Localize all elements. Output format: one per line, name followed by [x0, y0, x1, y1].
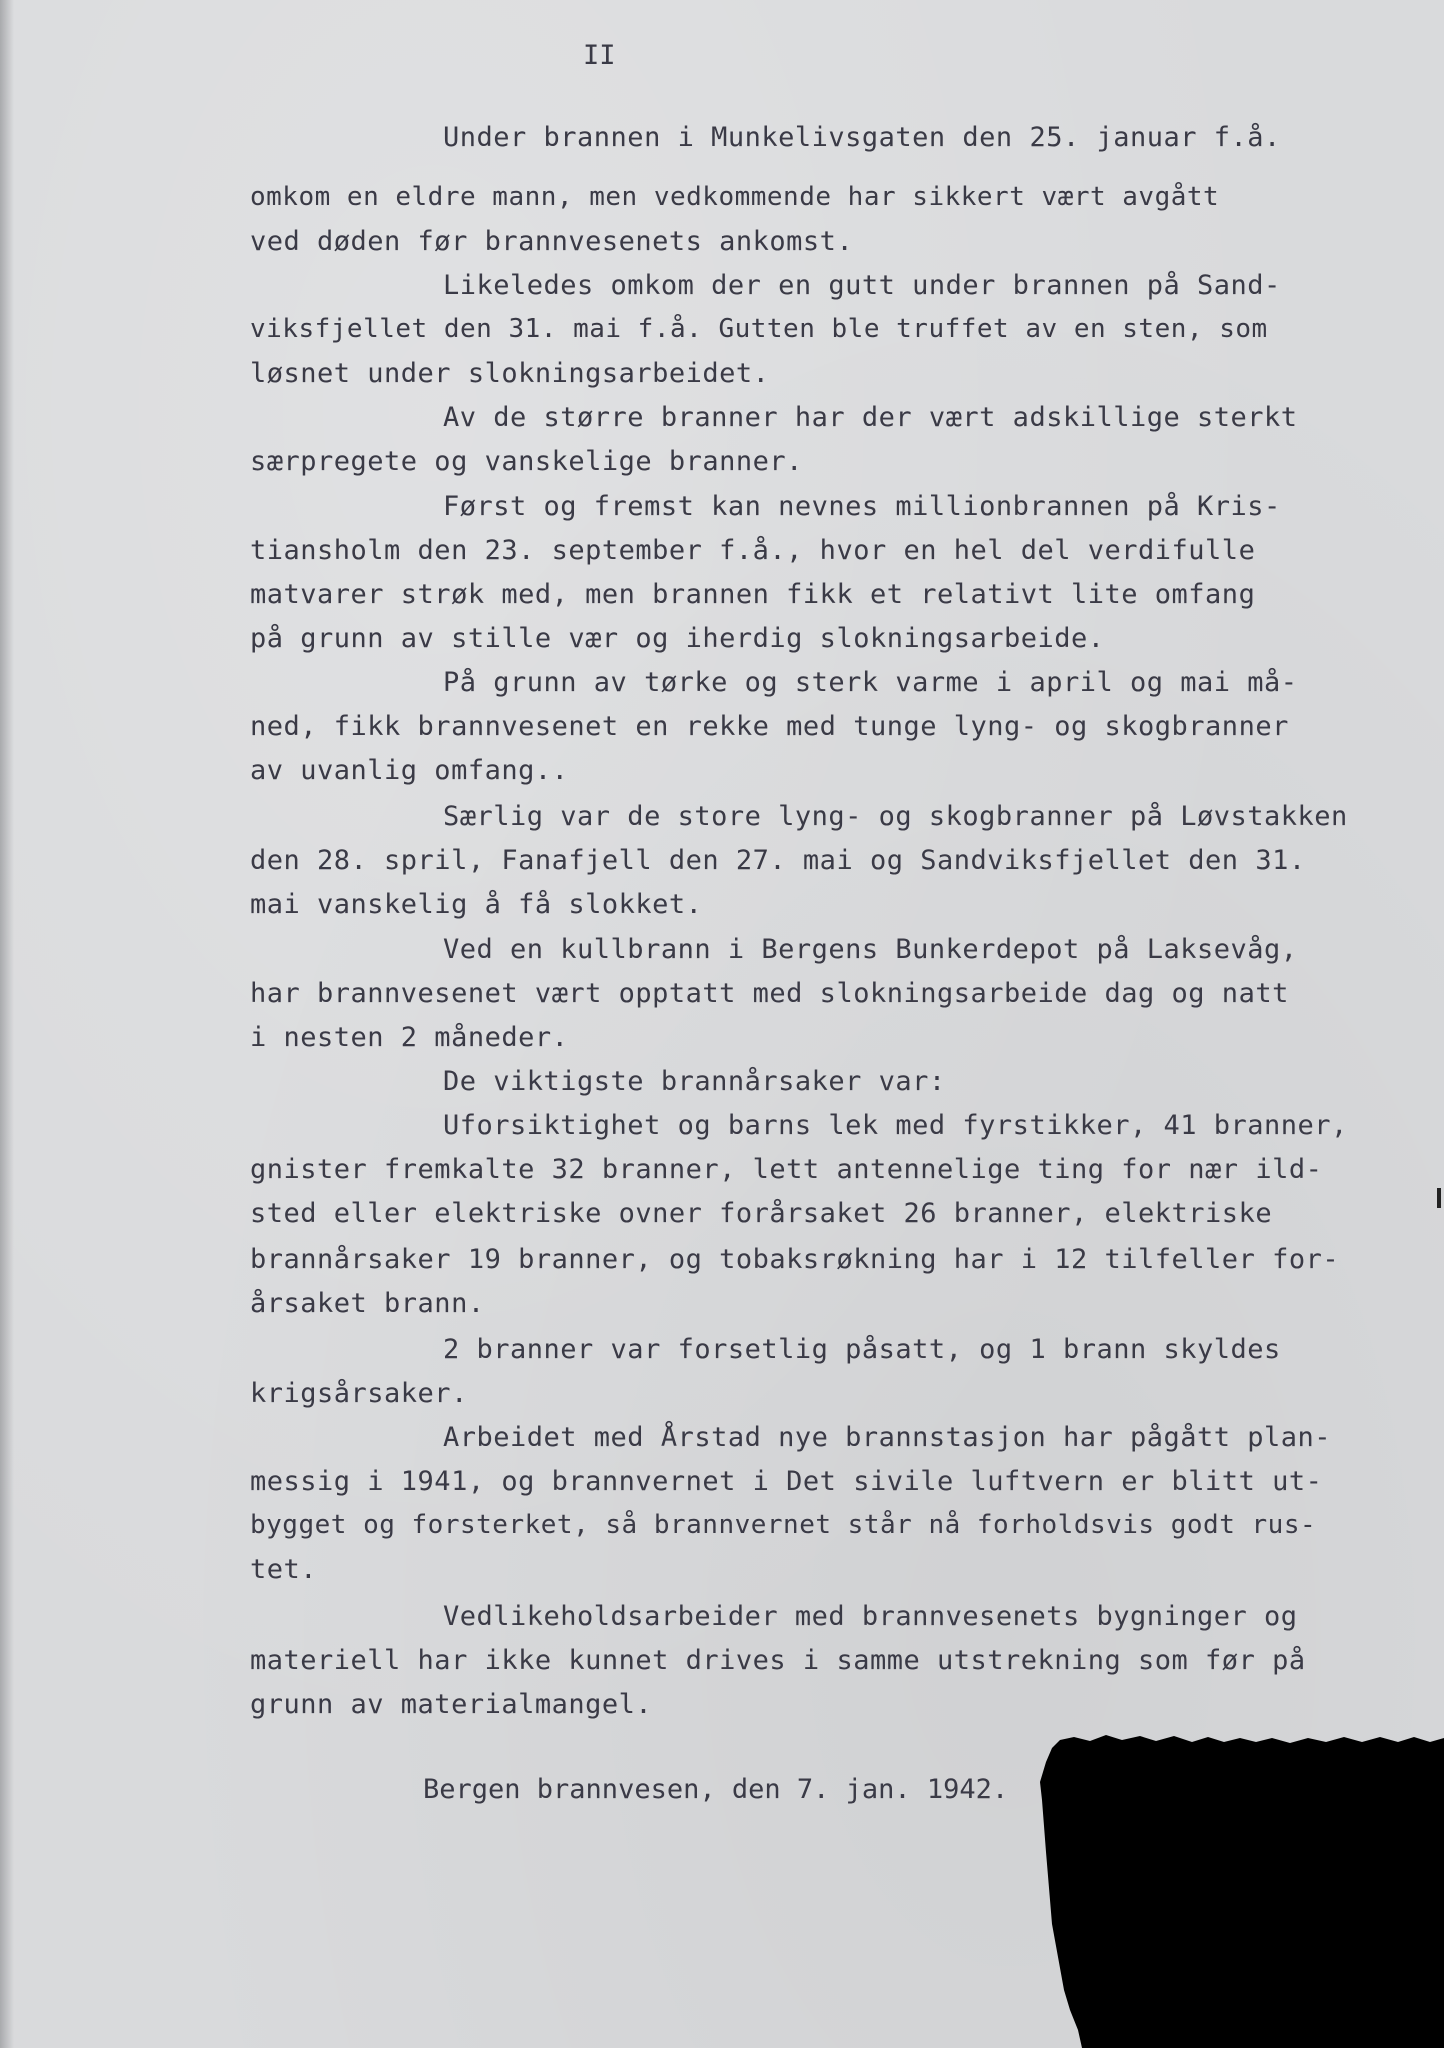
text-line: sted eller elektriske ovner forårsaket 26 branner, elektriske: [250, 1198, 1273, 1229]
text-line: tet.: [250, 1554, 318, 1585]
text-line: gnister fremkalte 32 branner, lett antennelige ting for nær ild-: [250, 1154, 1323, 1185]
text-line: på grunn av stille vær og iherdig slokningsarbeide.: [250, 623, 1105, 654]
torn-paper-area: [1040, 1735, 1444, 2048]
text-line: den 28. spril, Fanafjell den 27. mai og Sandviksfjellet den 31.: [250, 845, 1306, 876]
text-line: Under brannen i Munkelivsgaten den 25. januar f.å.: [443, 122, 1281, 153]
text-line: ned, fikk brannvesenet en rekke med tunge lyng- og skogbranner: [250, 711, 1289, 742]
text-line: Ved en kullbrann i Bergens Bunkerdepot på Laksevåg,: [443, 934, 1298, 965]
text-line: Likeledes omkom der en gutt under brannen på Sand-: [443, 270, 1281, 301]
text-line: Særlig var de store lyng- og skogbranner på Løvstakken: [443, 801, 1348, 832]
text-line: krigsårsaker.: [250, 1378, 468, 1409]
text-line: Vedlikeholdsarbeider med brannvesenets bygninger og: [443, 1601, 1298, 1632]
text-line: årsaket brann.: [250, 1288, 485, 1319]
text-line: På grunn av tørke og sterk varme i april og mai må-: [443, 667, 1298, 698]
text-line: av uvanlig omfang..: [250, 755, 569, 786]
text-line: tiansholm den 23. september f.å., hvor en hel del verdifulle: [250, 535, 1256, 566]
page-number: II: [583, 40, 616, 71]
text-line: messig i 1941, og brannvernet i Det sivile luftvern er blitt ut-: [250, 1466, 1323, 1497]
text-line: Arbeidet med Årstad nye brannstasjon har pågått plan-: [443, 1422, 1332, 1453]
text-line: mai vanskelig å få slokket.: [250, 889, 703, 920]
text-line: viksfjellet den 31. mai f.å. Gutten ble truffet av en sten, som: [250, 314, 1268, 344]
text-line: løsnet under slokningsarbeidet.: [250, 358, 770, 389]
text-line: matvarer strøk med, men brannen fikk et relativt lite omfang: [250, 579, 1256, 610]
edge-mark: [1437, 1188, 1441, 1208]
text-line: grunn av materialmangel.: [250, 1689, 653, 1720]
text-line: omkom en eldre mann, men vedkommende har sikkert vært avgått: [250, 182, 1220, 212]
text-line: De viktigste brannårsaker var:: [443, 1066, 946, 1097]
text-line: særpregete og vanskelige branner.: [250, 446, 803, 477]
text-line: 2 branner var forsetlig påsatt, og 1 brann skyldes: [443, 1334, 1281, 1365]
text-line: har brannvesenet vært opptatt med slokningsarbeide dag og natt: [250, 978, 1289, 1009]
text-line: Av de større branner har der vært adskillige sterkt: [443, 402, 1298, 433]
signature-line: Bergen brannvesen, den 7. jan. 1942.: [423, 1774, 1009, 1805]
text-line: materiell har ikke kunnet drives i samme utstrekning som før på: [250, 1645, 1306, 1676]
text-line: Først og fremst kan nevnes millionbrannen på Kris-: [443, 491, 1281, 522]
text-line: bygget og forsterket, så brannvernet står nå forholdsvis godt rus-: [250, 1510, 1317, 1540]
text-line: Uforsiktighet og barns lek med fyrstikker, 41 branner,: [443, 1110, 1348, 1141]
text-line: brannårsaker 19 branner, og tobaksrøkning har i 12 tilfeller for-: [250, 1244, 1340, 1275]
text-line: ved døden før brannvesenets ankomst.: [250, 226, 854, 257]
text-line: i nesten 2 måneder.: [250, 1022, 569, 1053]
